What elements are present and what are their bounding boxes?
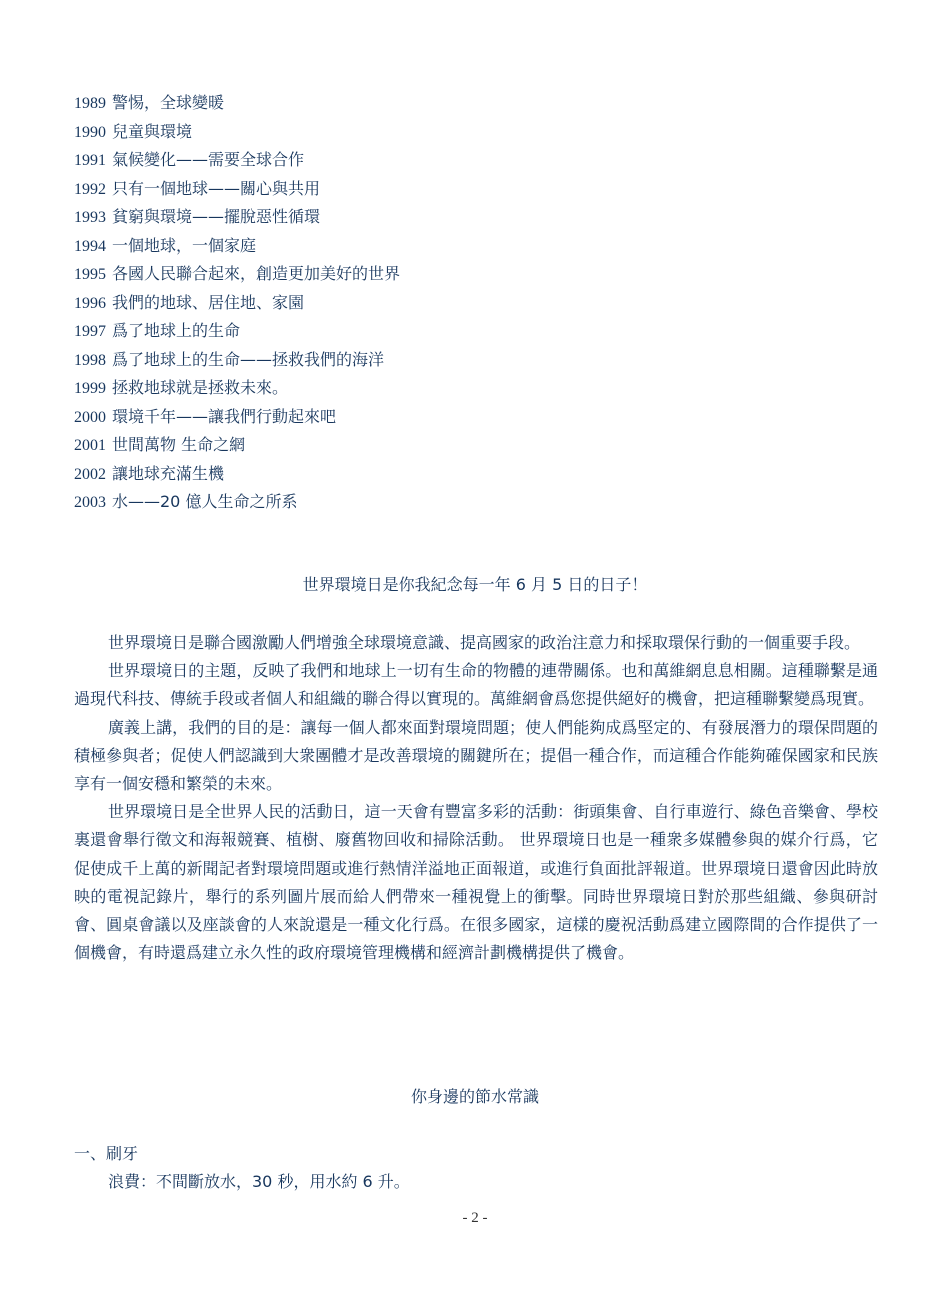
theme-year-item	[74, 175, 874, 204]
theme-year-item	[74, 403, 874, 432]
theme-year: 2003	[74, 494, 106, 511]
section-line: 浪費：不間斷放水，30 秒，用水約 6 升。	[108, 1172, 410, 1191]
theme-text: 各國人民聯合起來，創造更加美好的世界	[112, 264, 401, 283]
theme-year: 1992	[74, 180, 106, 198]
theme-year: 1993	[74, 209, 106, 226]
theme-year-item	[74, 146, 874, 175]
theme-text: 水——20 億人生命之所系	[112, 492, 298, 511]
theme-year-item	[74, 232, 874, 261]
theme-year-item	[74, 89, 874, 118]
theme-text: 環境千年——讓我們行動起來吧	[112, 406, 337, 426]
theme-year-item	[74, 431, 874, 460]
theme-text: 拯救地球就是拯救未來。	[112, 378, 289, 397]
paragraph: 廣義上講，我們的目的是：讓每一個人都來面對環境問題；使人們能夠成爲堅定的、有發展潛力的環保問題的積極參與者；促使人們認識到大衆團體才是改善環境的關鍵所在；提倡一種合作，而這種合作能夠確保國家和民族享有一個安穩和繁榮的未來。	[74, 717, 878, 794]
theme-year-list	[74, 89, 874, 517]
theme-year-item	[74, 203, 874, 232]
theme-year-item	[74, 317, 874, 346]
theme-year: 1996	[74, 294, 106, 312]
theme-year: 1994	[74, 237, 106, 255]
water-saving-title: 你身邊的節水常識	[410, 1087, 539, 1106]
theme-text: 氣候變化——需要全球合作	[112, 150, 305, 169]
paragraph: 世界環境日是聯合國激勵人們增強全球環境意識、提高國家的政治注意力和採取環保行動的一個重要手段。	[108, 633, 861, 652]
headline: 世界環境日是你我紀念每一年 6 月 5 日的日子！	[302, 575, 648, 594]
theme-year: 1999	[74, 380, 106, 397]
theme-year-item	[74, 289, 874, 318]
theme-text: 警惕，全球變暖	[112, 93, 225, 112]
theme-year-item	[74, 460, 874, 489]
theme-text: 一個地球，一個家庭	[112, 235, 257, 255]
theme-year: 1990	[74, 123, 106, 141]
paragraph: 世界環境日的主題，反映了我們和地球上一切有生命的物體的連帶關係。也和萬維網息息相關。這種聯繫是通過現代科技、傳統手段或者個人和組織的聯合得以實現的。萬維網會爲您提供絕好的機會，把這種聯繫變爲現實。	[74, 661, 878, 709]
theme-text: 爲了地球上的生命——拯救我們的海洋	[112, 349, 385, 369]
article-body	[74, 629, 878, 967]
theme-year: 1995	[74, 266, 106, 283]
theme-text: 世間萬物 生命之網	[112, 435, 246, 454]
theme-year: 2000	[74, 408, 106, 426]
page-number: - 2 -	[462, 1210, 488, 1226]
theme-year-item	[74, 118, 874, 147]
theme-year: 2001	[74, 437, 106, 454]
section-heading: 一、刷牙	[74, 1144, 139, 1163]
theme-year: 1991	[74, 152, 106, 169]
theme-year-item	[74, 374, 874, 403]
theme-year-item	[74, 346, 874, 375]
theme-year-item	[74, 488, 874, 517]
theme-text: 兒童與環境	[112, 121, 193, 141]
theme-year: 1989	[74, 95, 106, 112]
theme-year: 1998	[74, 351, 106, 369]
theme-text: 讓地球充滿生機	[112, 463, 225, 483]
theme-year-item	[74, 260, 874, 289]
theme-text: 我們的地球、居住地、家園	[112, 292, 305, 312]
theme-text: 貧窮與環境——擺脫惡性循環	[112, 207, 321, 226]
paragraph: 世界環境日是全世界人民的活動日，這一天會有豐富多彩的活動：街頭集會、自行車遊行、綠色音樂會、學校裏還會舉行徵文和海報競賽、植樹、廢舊物回收和掃除活動。 世界環境日也是一種衆多媒體參與的媒介行爲，它促使成千上萬的新聞記者對環境問題或進行熱情洋溢地正面報道，或進行負面批評報道。世界環境日還會因此時放映的電視記錄片，舉行的系列圖片展而給人們帶來一種視覺上的衝擊。同時世界環境日對於那些組織、參與研討會、圓桌會議以及座談會的人來說還是一種文化行爲。在很多國家，這樣的慶祝活動爲建立國際間的合作提供了一個機會，有時還爲建立永久性的政府環境管理機構和經濟計劃機構提供了機會。	[74, 802, 878, 963]
theme-year: 2002	[74, 465, 106, 483]
theme-year: 1997	[74, 323, 106, 340]
theme-text: 爲了地球上的生命	[112, 321, 241, 340]
theme-text: 只有一個地球——關心與共用	[112, 178, 321, 198]
